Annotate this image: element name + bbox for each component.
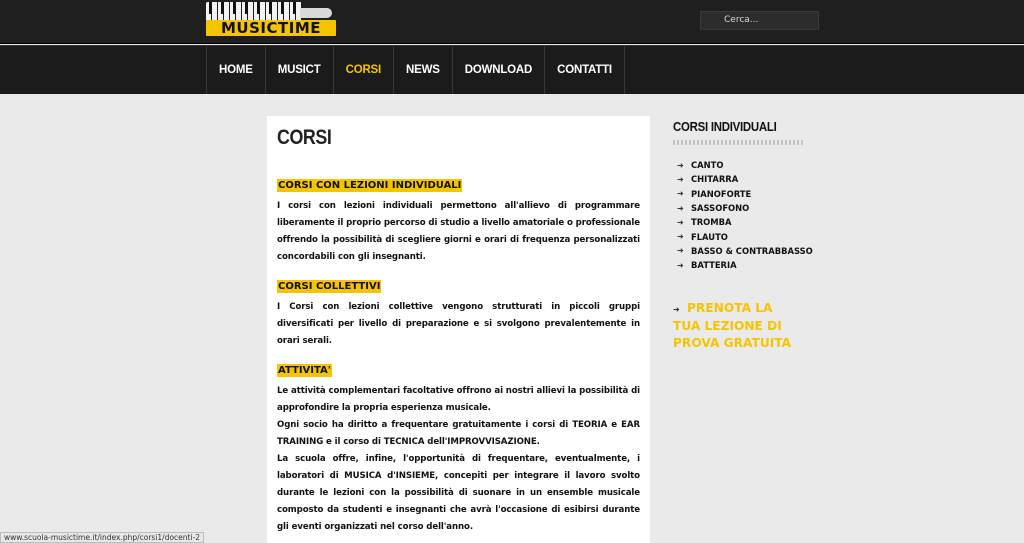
nav-item-corsi[interactable]: CORSI — [334, 46, 394, 94]
nav-items — [206, 46, 625, 94]
promo-link[interactable] — [673, 300, 803, 352]
arrow-icon: ➜ — [677, 160, 684, 170]
section-heading: CORSI CON LEZIONI INDIVIDUALI — [278, 180, 462, 191]
sidebar-item-basso[interactable] — [673, 244, 823, 258]
section-activities — [277, 358, 640, 536]
promo-label: PRENOTA LA TUA LEZIONE DI PROVA GRATUITA — [673, 301, 792, 351]
sidebar-item-batteria[interactable] — [673, 258, 823, 272]
sidebar-item-flauto[interactable] — [673, 229, 823, 243]
sidebar-item-label: SASSOFONO — [691, 203, 750, 214]
arrow-icon: ➜ — [677, 260, 684, 270]
section-paragraph: I corsi con lezioni individuali permettono all'allievo di programmare liberamente il proprio percorso di studio a livello amatoriale o professionale offrendo la possibilità di scegliere giorni e orari di frequenza personalizzati concordabili con gli insegnanti. — [277, 201, 640, 262]
section-paragraph: Le attività complementari facoltative offrono ai nostri allievi la possibilità di approfondire la propria esperienza musicale. — [277, 386, 640, 413]
sidebar-item-label: TROMBA — [691, 217, 732, 228]
arrow-icon: ➜ — [677, 174, 684, 184]
arrow-icon: ➜ — [673, 305, 680, 315]
nav-item-musict[interactable]: MUSICT — [266, 46, 334, 94]
arrow-icon: ➜ — [677, 189, 684, 199]
status-bar-url: www.scuola-musictime.it/index.php/corsi1/docenti-2 — [0, 532, 204, 543]
sidebar-list — [673, 158, 823, 272]
guitar-neck-icon — [300, 8, 332, 18]
sidebar-title: CORSI INDIVIDUALI — [673, 119, 777, 134]
nav-item-download[interactable]: DOWNLOAD — [453, 46, 545, 94]
sidebar-item-pianoforte[interactable] — [673, 187, 823, 201]
main-nav — [0, 45, 1024, 94]
arrow-icon: ➜ — [677, 232, 684, 242]
logo-text: MUSICTIME — [206, 20, 336, 36]
sidebar-item-label: FLAUTO — [691, 231, 728, 242]
top-header — [0, 0, 1024, 44]
section-collective — [277, 274, 640, 350]
sidebar-item-chitarra[interactable] — [673, 172, 823, 186]
nav-item-home[interactable]: HOME — [207, 46, 266, 94]
sidebar-item-label: CANTO — [691, 160, 724, 171]
sidebar-item-canto[interactable] — [673, 158, 823, 172]
arrow-icon: ➜ — [677, 246, 684, 256]
page-title: CORSI — [277, 126, 332, 149]
search-input[interactable]: Cerca... — [700, 11, 819, 30]
sidebar — [673, 116, 823, 352]
nav-item-news[interactable]: NEWS — [394, 46, 453, 94]
arrow-icon: ➜ — [677, 203, 684, 213]
sidebar-item-label: PIANOFORTE — [691, 188, 752, 199]
content-card — [267, 116, 650, 543]
sidebar-item-label: BATTERIA — [691, 260, 737, 271]
nav-item-contatti[interactable]: CONTATTI — [545, 46, 625, 94]
sidebar-item-label: BASSO & CONTRABBASSO — [691, 245, 813, 256]
sidebar-item-label: CHITARRA — [691, 174, 739, 185]
arrow-icon: ➜ — [677, 217, 684, 227]
section-heading: ATTIVITA' — [278, 365, 331, 376]
section-heading: CORSI COLLETTIVI — [278, 281, 381, 292]
section-paragraph: I Corsi con lezioni collettive vengono strutturati in piccoli gruppi diversificati per livello di preparazione e si svolgono prevalentemente in orari serali. — [277, 302, 640, 346]
section-paragraph: La scuola offre, infine, l'opportunità di frequentare, eventualmente, i laboratori di MUSICA d'INSIEME, concepiti per integrare il lavoro svolto durante le lezioni con la possibilità di suonare in un ensemble musicale composto da studenti e insegnanti che avrà l'occasione di esibirsi durante gli eventi organizzati nel corso dell'anno. — [277, 454, 640, 532]
sidebar-item-sassofono[interactable] — [673, 201, 823, 215]
sidebar-item-tromba[interactable] — [673, 215, 823, 229]
sidebar-divider — [673, 140, 803, 145]
musictime-logo[interactable] — [206, 0, 336, 38]
section-individual — [277, 173, 640, 266]
section-paragraph: Ogni socio ha diritto a frequentare gratuitamente i corsi di TEORIA e EAR TRAINING e il corso di TECNICA dell'IMPROVVISAZIONE. — [277, 420, 640, 447]
